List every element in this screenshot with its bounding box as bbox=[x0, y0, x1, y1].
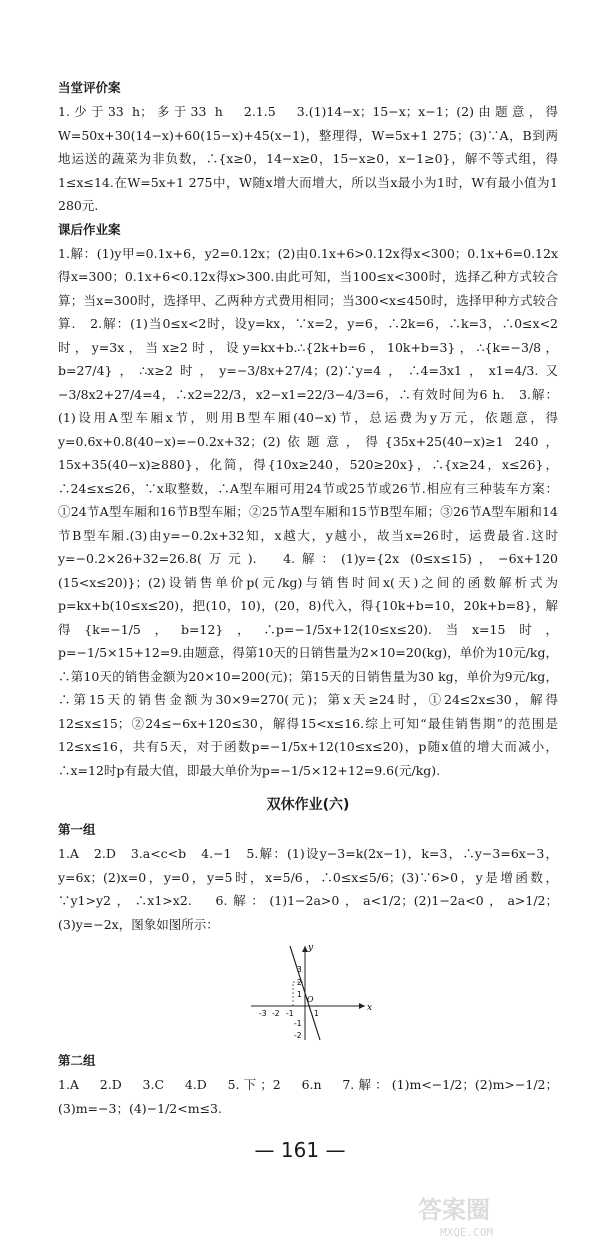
page-number-dash-left: — bbox=[254, 1138, 281, 1162]
section-text-class-evaluation: 1.少于33 h；多于33 h 2.1.5 3.(1)14−x；15−x；x−1；(2)由题意，得W=50x+30(14−x)+60(15−x)+45(x−1)，整理得，W=5x+1 275；(3)∵A，B到两地运送的蔬菜为非负数，∴{x≥0，14−x≥0，15−x≥0，x−1≥0}，解不等式组，得1≤x≤14.在W=5x+1 275中，W随x增大而增大，所以当x最小为1时，W有最小值为1 280元. bbox=[58, 104, 558, 213]
section-text-homework: 1.解：(1)y甲=0.1x+6，y2=0.12x；(2)由0.1x+6>0.12x得x<300；0.1x+6=0.12x得x=300；0.1x+6<0.12x得x>300.由此可知，当100≤x<300时，选择乙种方式较合算；当x=300时，选择甲、乙两种方式费用相同；当300<x≤450时，选择甲种方式较合算. 2.解：(1)当0≤x<2时，设y=kx，∵x=2，y=6，∴2k=6，∴k=3，∴0≤x<2时，y=3x，当x≥2时，设y=kx+b.∴{2k+b=6，10k+b=3}，∴{k=−3/8，b=27/4}，∴x≥2时，y=−3/8x+27/4；(2)∵y=4，∴4=3x1，x1=4/3.又−3/8x2+27/4=4，∴x2=22/3，x2−x1=22/3−4/3=6，∴有效时间为6 h. 3.解：(1)设用A型车厢x节，则用B型车厢(40−x)节，总运费为y万元，依题意，得y=0.6x+0.8(40−x)=−0.2x+32；(2)依题意，得{35x+25(40−x)≥1 240，15x+35(40−x)≥880}，化简，得{10x≥240，520≥20x}，∴{x≥24，x≤26}，∴24≤x≤26，∵x取整数，∴A型车厢可用24节或25节或26节.相应有三种装车方案：①24节A型车厢和16节B型车厢；②25节A型车厢和15节B型车厢；③26节A型车厢和14节B型车厢.(3)由y=−0.2x+32知，x越大，y越小，故当x=26时，运费最省.这时y=−0.2×26+32=26.8(万元). 4.解：(1)y={2x (0≤x≤15)，−6x+120 (15<x≤20)}；(2)设销售单价p(元/kg)与销售时间x(天)之间的函数解析式为p=kx+b(10≤x≤20)，把(10，10)，(20，8)代入，得{10k+b=10，20k+b=8}，解得{k=−1/5，b=12}，∴p=−1/5x+12(10≤x≤20).当x=15时，p=−1/5×15+12=9.由题意，得第10天的日销售量为2×10=20(kg)，单价为10元/kg，∴第10天的销售金额为20×10=200(元)；第15天的日销售量为30 kg，单价为9元/kg，∴第15天的销售金额为30×9=270(元)；第x天≥24时，①24≤2x≤30，解得12≤x≤15；②24≤−6x+120≤30，解得15<x≤16.综上可知“最佳销售期”的范围是12≤x≤16，共有5天，对于函数p=−1/5x+12(10≤x≤20)，p随x值的增大而减小，∴x=12时p有最大值，即最大单价为p=−1/5×12+12=9.6(元/kg). bbox=[58, 245, 558, 778]
page-number-value: 161 bbox=[280, 1138, 320, 1162]
watermark-url: MXQE.COM bbox=[440, 1226, 493, 1239]
watermark-logo bbox=[410, 1188, 580, 1243]
y-tick-label: 2 bbox=[297, 978, 302, 987]
x-tick-label: -2 bbox=[272, 1009, 280, 1018]
page-number bbox=[0, 1138, 600, 1162]
y-tick-label: -1 bbox=[294, 1019, 302, 1028]
x-tick-label: -1 bbox=[286, 1009, 294, 1018]
section-title-class-evaluation: 当堂评价案 bbox=[58, 80, 121, 95]
y-tick-label: 1 bbox=[297, 990, 302, 999]
y-tick-label: 3 bbox=[297, 965, 302, 974]
x-tick-label: -3 bbox=[259, 1009, 267, 1018]
weekend-homework-title: 双休作业(六) bbox=[266, 797, 350, 813]
function-graph bbox=[243, 940, 373, 1045]
y-tick-label: -2 bbox=[294, 1031, 302, 1040]
page-number-dash-right: — bbox=[319, 1138, 346, 1162]
section-title-homework: 课后作业案 bbox=[58, 221, 121, 237]
y-axis-label: y bbox=[308, 943, 314, 953]
answer-page bbox=[58, 76, 558, 1120]
origin-label: O bbox=[307, 995, 314, 1004]
group1-title: 第一组 bbox=[58, 822, 96, 837]
x-axis-arrow bbox=[359, 1003, 365, 1009]
x-tick-label: 1 bbox=[314, 1009, 319, 1018]
x-axis-label: x bbox=[367, 1003, 373, 1013]
group2-title: 第二组 bbox=[58, 1053, 96, 1068]
group2-text: 1.A 2.D 3.C 4.D 5.下；2 6.n 7.解：(1)m<−1/2；(2)m>−1/2；(3)m=−3；(4)−1/2<m≤3. bbox=[58, 1077, 558, 1116]
watermark-text: 答案圈 bbox=[418, 1196, 490, 1224]
group1-text: 1.A 2.D 3.a<c<b 4.−1 5.解：(1)设y−3=k(2x−1)，k=3，∴y−3=6x−3，y=6x；(2)x=0，y=0，y=5时，x=5/6，∴0≤x≤5/6；(3)∵6>0，y是增函数，∵y1>y2，∴x1>x2. 6.解：(1)1−2a>0，a<1/2；(2)1−2a<0，a>1/2；(3)y=−2x，图象如图所示： bbox=[58, 846, 558, 932]
